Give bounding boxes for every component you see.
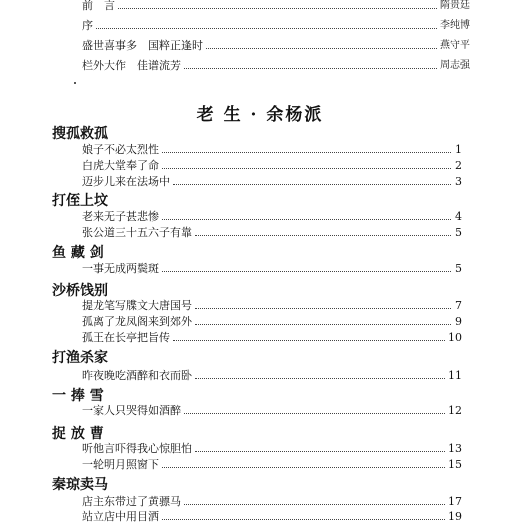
toc-entry[interactable] bbox=[82, 442, 462, 455]
play-title: 打渔杀家 bbox=[52, 350, 108, 366]
leader-dots bbox=[162, 466, 445, 468]
page-number: 7 bbox=[455, 299, 462, 312]
toc-entry[interactable] bbox=[82, 299, 462, 312]
leader-dots bbox=[162, 167, 451, 169]
toc-title: 栏外大作 佳谱流芳 bbox=[82, 59, 181, 72]
play-title: 搜孤救孤 bbox=[52, 126, 108, 142]
leader-dots bbox=[184, 503, 445, 505]
entry-text: 站立店中用目洒 bbox=[82, 510, 159, 523]
toc-entry[interactable] bbox=[82, 262, 462, 275]
toc-row-essay-2[interactable] bbox=[82, 59, 470, 72]
toc-entry[interactable] bbox=[82, 331, 462, 344]
entry-text: 一轮明月照窗下 bbox=[82, 458, 159, 471]
entry-text: 迈步儿来在法场中 bbox=[82, 175, 170, 188]
page-number: 5 bbox=[455, 226, 462, 239]
entry-text: 孤王在长亭把旨传 bbox=[82, 331, 170, 344]
leader-dots bbox=[206, 47, 437, 49]
toc-row-essay-1[interactable] bbox=[82, 39, 470, 52]
leader-dots bbox=[184, 412, 445, 414]
toc-author: 周志强 bbox=[440, 60, 470, 71]
entry-text: 一事无成两鬓斑 bbox=[82, 262, 159, 275]
page-number: 12 bbox=[448, 404, 462, 417]
page-number: 13 bbox=[448, 442, 462, 455]
toc-title: 序 bbox=[82, 19, 93, 32]
leader-dots bbox=[184, 67, 437, 69]
play-title: 打侄上坟 bbox=[52, 193, 108, 209]
toc-entry[interactable] bbox=[82, 315, 462, 328]
leader-dots bbox=[195, 307, 451, 309]
entry-text: 娘子不必太烈性 bbox=[82, 143, 159, 156]
play-title: 沙桥饯别 bbox=[52, 283, 108, 299]
page-number: 19 bbox=[448, 510, 462, 523]
leader-dots bbox=[195, 323, 451, 325]
leader-dots bbox=[173, 339, 445, 341]
page-number: 3 bbox=[455, 175, 462, 188]
page-number: 2 bbox=[455, 159, 462, 172]
entry-text: 白虎大堂奉了命 bbox=[82, 159, 159, 172]
toc-entry[interactable] bbox=[82, 369, 462, 382]
entry-text: 老来无子甚悲惨 bbox=[82, 210, 159, 223]
entry-text: 一家人只哭得如酒醉 bbox=[82, 404, 181, 417]
toc-entry[interactable] bbox=[82, 159, 462, 172]
toc-entry[interactable] bbox=[82, 143, 462, 156]
page-number: 11 bbox=[448, 369, 462, 382]
page-number: 17 bbox=[448, 495, 462, 508]
leader-dots bbox=[195, 450, 445, 452]
entry-text: 听他言吓得我心惊胆怕 bbox=[82, 442, 192, 455]
play-title: 一 捧 雪 bbox=[52, 388, 104, 404]
leader-dots bbox=[162, 270, 451, 272]
play-title: 秦琼卖马 bbox=[52, 477, 108, 493]
toc-row-foreword[interactable] bbox=[82, 19, 470, 32]
toc-entry[interactable] bbox=[82, 458, 462, 471]
toc-entry[interactable] bbox=[82, 404, 462, 417]
play-title: 鱼 藏 剑 bbox=[52, 245, 104, 261]
leader-dots bbox=[162, 151, 451, 153]
toc-title: 盛世喜事多 国粹正逢时 bbox=[82, 39, 203, 52]
leader-dots bbox=[118, 7, 437, 9]
stray-mark bbox=[74, 82, 76, 84]
leader-dots bbox=[162, 218, 451, 220]
toc-row-preface[interactable] bbox=[82, 0, 470, 12]
leader-dots bbox=[173, 183, 451, 185]
entry-text: 张公道三十五六子有靠 bbox=[82, 226, 192, 239]
entry-text: 店主东带过了黄骠马 bbox=[82, 495, 181, 508]
toc-entry[interactable] bbox=[82, 495, 462, 508]
toc-entry[interactable] bbox=[82, 226, 462, 239]
toc-author: 隋贵廷 bbox=[440, 0, 470, 11]
toc-author: 燕守平 bbox=[440, 40, 470, 51]
entry-text: 昨夜晚吃酒醉和衣而卧 bbox=[82, 369, 192, 382]
toc-title: 前 言 bbox=[82, 0, 115, 12]
leader-dots bbox=[195, 234, 451, 236]
page-number: 5 bbox=[455, 262, 462, 275]
toc-author: 李纯博 bbox=[440, 20, 470, 31]
entry-text: 孤离了龙凤阁来到郊外 bbox=[82, 315, 192, 328]
page-number: 10 bbox=[448, 331, 462, 344]
toc-entry[interactable] bbox=[82, 510, 462, 523]
section-title: 老 生 · 余杨派 bbox=[196, 105, 324, 125]
leader-dots bbox=[195, 377, 445, 379]
page-number: 15 bbox=[448, 458, 462, 471]
toc-entry[interactable] bbox=[82, 175, 462, 188]
leader-dots bbox=[96, 27, 437, 29]
page-number: 4 bbox=[455, 210, 462, 223]
toc-entry[interactable] bbox=[82, 210, 462, 223]
entry-text: 提龙笔写牒文大唐国号 bbox=[82, 299, 192, 312]
page-number: 9 bbox=[455, 315, 462, 328]
page-number: 1 bbox=[455, 143, 462, 156]
play-title: 捉 放 曹 bbox=[52, 426, 104, 442]
